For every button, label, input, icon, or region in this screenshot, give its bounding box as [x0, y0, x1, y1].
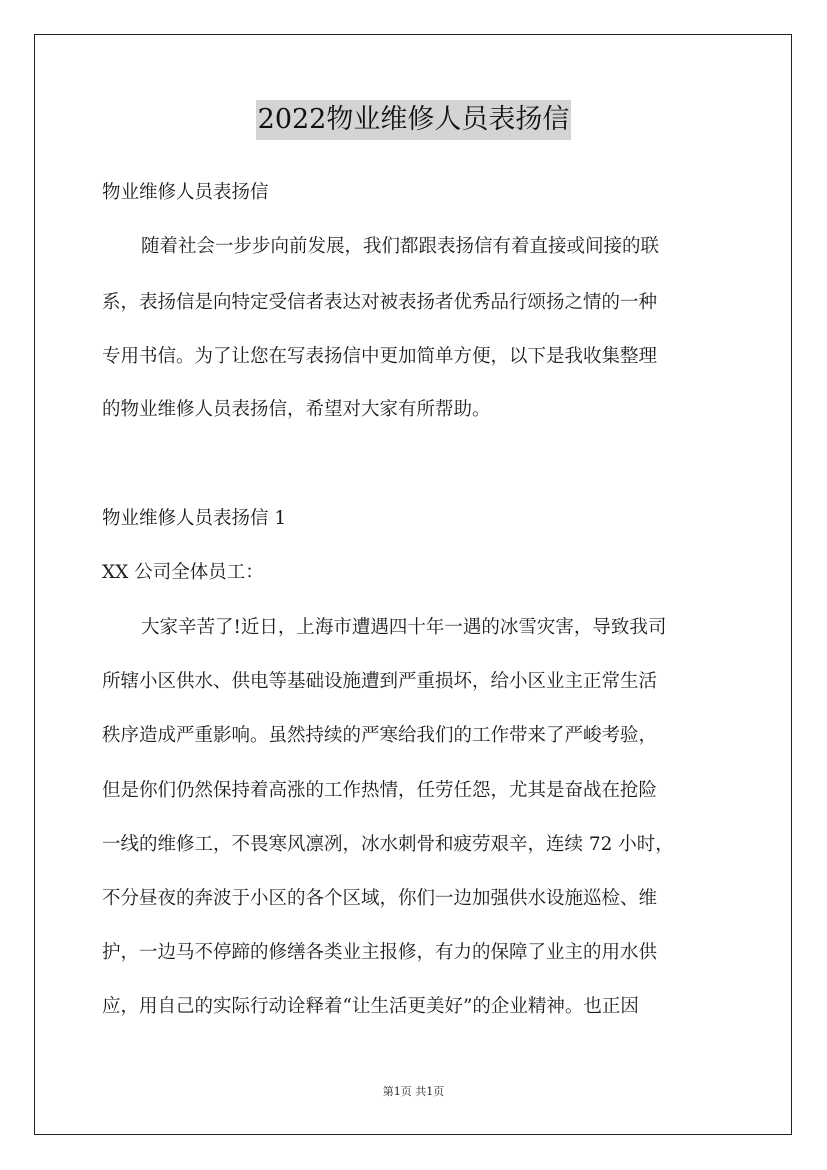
- subtitle: 物业维修人员表扬信: [102, 182, 269, 203]
- body-line-4: 但是你们仍然保持着高涨的工作热情，任劳任怨，尤其是奋战在抢险: [102, 780, 658, 801]
- body-line-5: 一线的维修工，不畏寒风凛冽，冰水刺骨和疲劳艰辛，连续 72 小时，: [102, 834, 674, 855]
- body-line-8: 应，用自己的实际行动诠释着“让生活更美好”的企业精神。也正因: [102, 996, 639, 1017]
- document-title: 2022物业维修人员表扬信: [256, 100, 572, 140]
- intro-line-4: 的物业维修人员表扬信，希望对大家有所帮助。: [102, 399, 491, 420]
- body-line-6: 不分昼夜的奔波于小区的各个区域，你们一边加强供水设施巡检、维: [102, 888, 658, 909]
- salutation: XX 公司全体员工：: [102, 562, 264, 583]
- title-container: [0, 100, 827, 140]
- body-line-1: 大家辛苦了!近日，上海市遭遇四十年一遇的冰雪灾害，导致我司: [141, 617, 667, 638]
- body-line-7: 护，一边马不停蹄的修缮各类业主报修，有力的保障了业主的用水供: [102, 942, 658, 963]
- body-line-2: 所辖小区供水、供电等基础设施遭到严重损坏，给小区业主正常生活: [102, 671, 658, 692]
- intro-line-1: 随着社会一步步向前发展，我们都跟表扬信有着直接或间接的联: [141, 236, 660, 257]
- page-footer: 第1页 共1页: [382, 1085, 445, 1098]
- body-line-3: 秩序造成严重影响。虽然持续的严寒给我们的工作带来了严峻考验，: [102, 725, 658, 746]
- intro-line-2: 系，表扬信是向特定受信者表达对被表扬者优秀品行颂扬之情的一种: [102, 292, 658, 313]
- intro-line-3: 专用书信。为了让您在写表扬信中更加简单方便，以下是我收集整理: [102, 346, 658, 367]
- section-heading: 物业维修人员表扬信 1: [102, 508, 287, 529]
